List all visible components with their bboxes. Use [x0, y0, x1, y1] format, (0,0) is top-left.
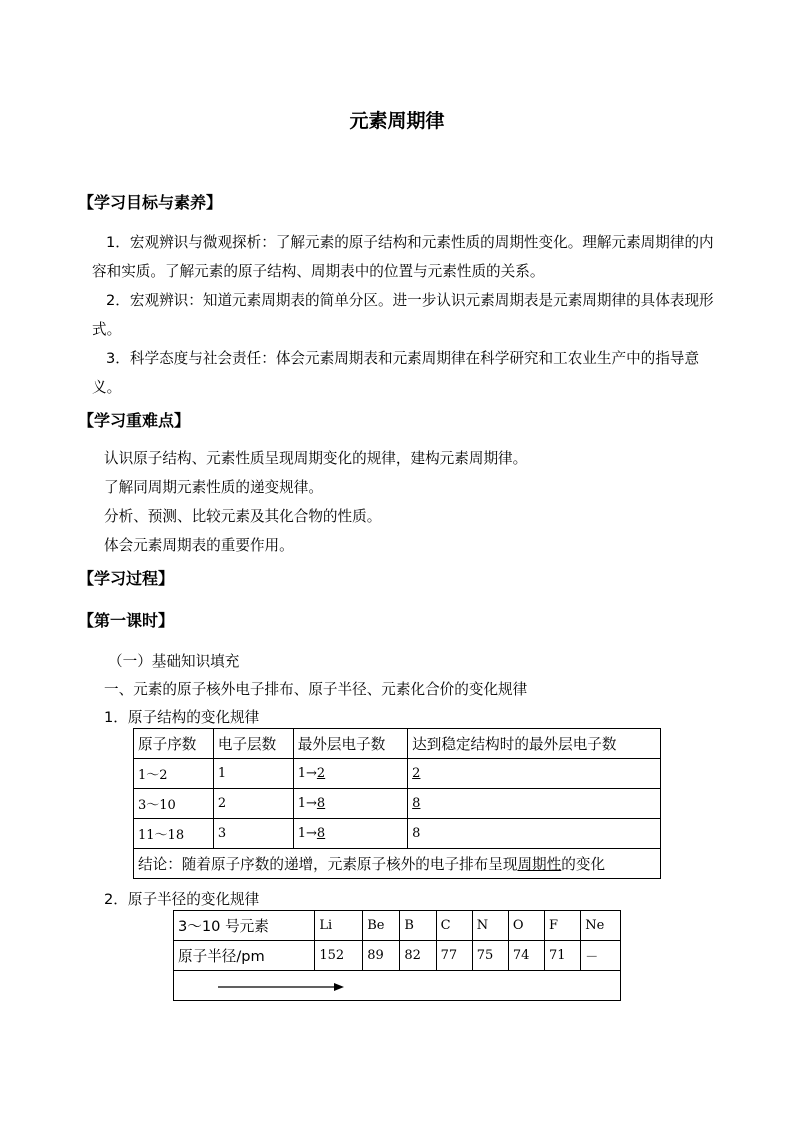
element-symbol: Ne: [581, 911, 621, 941]
element-symbol: N: [472, 911, 508, 941]
goal-item: 1．宏观辨识与微观探析：了解元素的原子结构和元素性质的周期性变化。理解元素周期律的内容和实质。了解元素的原子结构、周期表中的位置与元素性质的关系。: [92, 234, 714, 280]
cell-shell-count: 1: [213, 759, 293, 789]
conclusion-text-b: 周期性: [517, 856, 562, 873]
element-row: [174, 911, 621, 941]
cell-shell-count: 3: [213, 819, 293, 849]
conclusion-cell: [134, 849, 661, 879]
outer-end: 8: [316, 826, 326, 841]
outer-start: 1→: [297, 796, 317, 811]
section-process: 【学习过程】: [78, 569, 175, 588]
outer-start: 1→: [297, 826, 317, 841]
radius-value: 89: [363, 941, 400, 971]
section-key-points: 【学习重难点】: [78, 411, 191, 430]
element-symbol: B: [400, 911, 436, 941]
radius-value: －: [581, 941, 621, 971]
cell-atomic-number: 11～18: [134, 819, 214, 849]
key-point-item: 体会元素周期表的重要作用。: [104, 537, 294, 554]
cell-outer-electrons: [293, 819, 407, 849]
conclusion-row: [134, 849, 661, 879]
element-symbol: C: [436, 911, 472, 941]
cell-atomic-number: 3～10: [134, 789, 214, 819]
key-point-item: 分析、预测、比较元素及其化合物的性质。: [104, 508, 382, 525]
cell-shell-count: 2: [213, 789, 293, 819]
row-label: 原子半径/pm: [174, 941, 315, 971]
outer-start: 1→: [297, 766, 317, 781]
goal-item: 3．科学态度与社会责任：体会元素周期表和元素周期律在科学研究和工农业生产中的指导意义。: [92, 350, 700, 396]
page-title: 元素周期律: [349, 110, 445, 132]
radius-value: 74: [508, 941, 544, 971]
cell-stable-electrons: 8: [408, 789, 661, 819]
header-cell: 达到稳定结构时的最外层电子数: [408, 729, 661, 759]
radius-value: 82: [400, 941, 436, 971]
radius-value: 152: [315, 941, 363, 971]
sub-heading-basic: （一）基础知识填充: [108, 653, 240, 670]
key-points-list: [104, 444, 734, 560]
trend-row: [174, 971, 621, 1001]
trend-arrow-icon: [216, 980, 346, 994]
table-header-row: [134, 729, 661, 759]
table-row: [134, 789, 661, 819]
atomic-radius-table: [173, 910, 621, 1001]
header-cell: 最外层电子数: [293, 729, 407, 759]
radius-value: 77: [436, 941, 472, 971]
element-symbol: O: [508, 911, 544, 941]
outer-end: 8: [316, 796, 326, 811]
goal-item: 2．宏观辨识：知道元素周期表的简单分区。进一步认识元素周期表是元素周期律的具体表现形式。: [92, 292, 714, 338]
cell-stable-electrons: 2: [408, 759, 661, 789]
radius-value: 71: [545, 941, 581, 971]
conclusion-text-a: 结论：随着原子序数的递增，元素原子核外的电子排布呈现: [138, 856, 518, 873]
heading-one: 一、元素的原子核外电子排布、原子半径、元素化合价的变化规律: [104, 681, 528, 698]
item-2-label: 2．原子半径的变化规律: [104, 891, 260, 908]
atomic-structure-table: [133, 728, 661, 879]
element-symbol: Li: [315, 911, 363, 941]
table-row: [134, 759, 661, 789]
outer-end: 2: [316, 766, 326, 781]
row-label: 3～10 号元素: [174, 911, 315, 941]
key-point-item: 了解同周期元素性质的递变规律。: [104, 479, 323, 496]
radius-value: 75: [472, 941, 508, 971]
header-cell: 电子层数: [213, 729, 293, 759]
radius-row: [174, 941, 621, 971]
cell-atomic-number: 1～2: [134, 759, 214, 789]
trend-cell: [174, 971, 621, 1001]
section-lesson1: 【第一课时】: [78, 611, 175, 630]
table-row: [134, 819, 661, 849]
cell-outer-electrons: [293, 789, 407, 819]
cell-outer-electrons: [293, 759, 407, 789]
goals-list: [92, 228, 722, 402]
conclusion-text-c: 的变化: [561, 856, 606, 873]
item-1-label: 1．原子结构的变化规律: [104, 709, 260, 726]
section-goals: 【学习目标与素养】: [78, 193, 223, 212]
key-point-item: 认识原子结构、元素性质呈现周期变化的规律，建构元素周期律。: [104, 450, 528, 467]
header-cell: 原子序数: [134, 729, 214, 759]
cell-stable-electrons: 8: [408, 819, 661, 849]
element-symbol: F: [545, 911, 581, 941]
element-symbol: Be: [363, 911, 400, 941]
